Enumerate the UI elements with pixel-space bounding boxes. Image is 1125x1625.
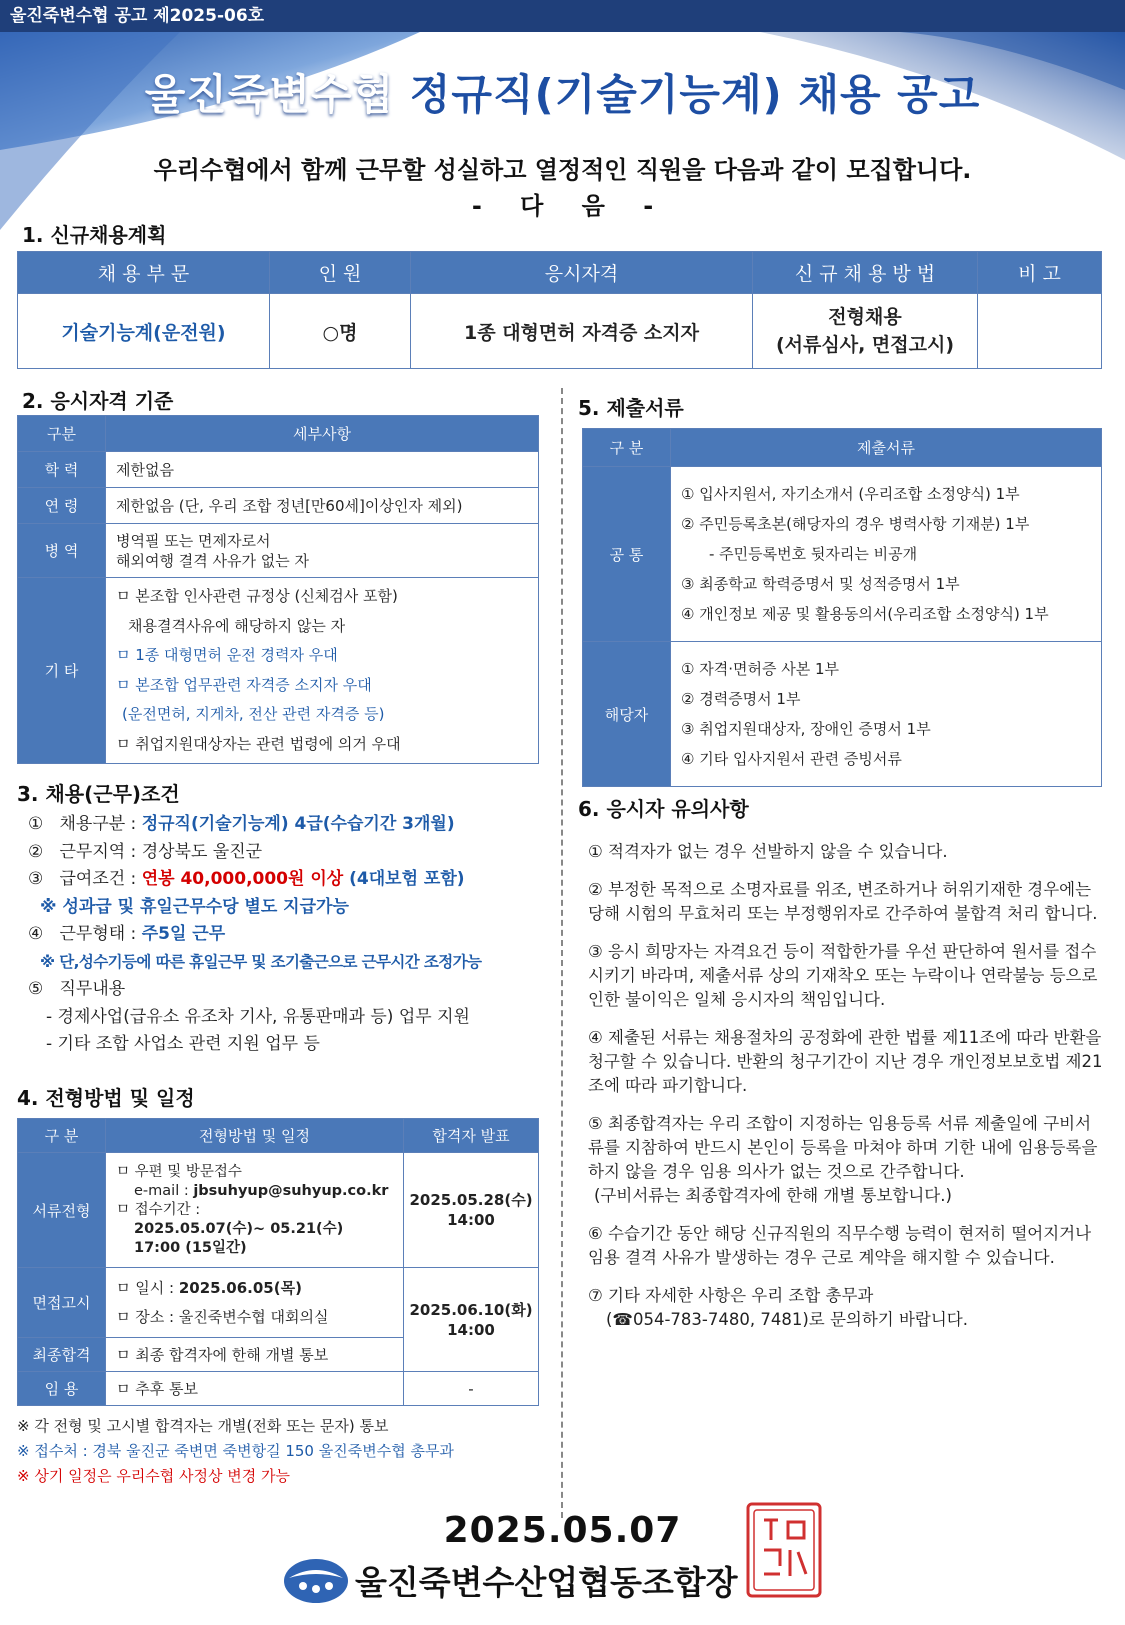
- row-label: 임 용: [18, 1372, 106, 1406]
- section3-heading: 3. 채용(근무)조건: [17, 782, 180, 806]
- section5-heading: 5. 제출서류: [578, 396, 684, 420]
- col-docs: 제출서류: [671, 429, 1102, 467]
- etc-line: ㅁ 취업지원대상자는 관련 법령에 의거 우대: [116, 734, 401, 753]
- method-cell: [753, 294, 978, 369]
- section4-heading: 4. 전형방법 및 일정: [17, 1086, 195, 1110]
- page-title: [0, 62, 1125, 122]
- col-dept: 채 용 부 문: [18, 252, 270, 294]
- etc-line: ㅁ 1종 대형면허 운전 경력자 우대: [116, 646, 338, 664]
- announce-cell: 2025.05.28(수) 14:00: [404, 1153, 539, 1268]
- table-row: [18, 1153, 539, 1268]
- eligibility-table: [17, 415, 539, 764]
- mil-line2: 해외여행 결격 사유가 없는 자: [116, 551, 309, 570]
- column-divider: [561, 388, 563, 1518]
- row-label: 기 타: [18, 578, 106, 764]
- list-item: ① 적격자가 없는 경우 선발하지 않을 수 있습니다.: [588, 842, 948, 861]
- list-item: ⑥ 수습기간 동안 해당 신규직원의 직무수행 능력이 현저히 떨어지거나 임용 결격 사유가 발생하는 경우 근로 계약을 해지할 수 있습니다.: [588, 1224, 1092, 1267]
- title-org: 울진죽변수협: [144, 70, 395, 119]
- row-label: 서류전형: [18, 1153, 106, 1268]
- method-line2: (서류심사, 면접고시): [775, 334, 955, 356]
- qualification-cell: 1종 대형면허 자격증 소지자: [411, 294, 753, 369]
- title-position: 정규직(기술기능계) 채용 공고: [409, 70, 981, 119]
- row-label: 해당자: [583, 642, 671, 787]
- note-cell: [978, 294, 1102, 369]
- section6-heading: 6. 응시자 유의사항: [578, 797, 749, 821]
- etc-line: ㅁ 본조합 업무관련 자격증 소지자 우대: [116, 675, 372, 694]
- conditions-list: [28, 811, 548, 1059]
- table-row: [18, 452, 539, 488]
- list-item: ⑦ 기타 자세한 사항은 우리 조합 총무과: [588, 1286, 874, 1305]
- list-item: - 기타 조합 사업소 관련 지원 업무 등: [46, 1034, 320, 1054]
- table-row: [18, 294, 1102, 369]
- row-value: ㅁ 최종 합격자에 한해 개별 통보: [106, 1338, 404, 1372]
- organization-name: 울진죽변수산업협동조합장: [355, 1563, 738, 1602]
- table-row: [583, 467, 1102, 642]
- row-value: 제한없음: [106, 452, 539, 488]
- col-category: 구 분: [583, 429, 671, 467]
- list-item: ④ 근무형태 : 주5일 근무: [28, 924, 226, 944]
- count-cell: ○명: [270, 294, 411, 369]
- list-item: (☎054-783-7480, 7481)로 문의하기 바랍니다.: [606, 1310, 968, 1329]
- row-value: ㅁ 우편 및 방문접수 e-mail : jbsuhyup@suhyup.co.kr ㅁ 접수기간 : 2025.05.07(수)~ 05.21(수) 17:00 (15일간): [106, 1153, 404, 1268]
- etc-line: ㅁ 본조합 인사관련 규정상 (신체검사 포함): [116, 587, 398, 605]
- hiring-plan-table: [17, 251, 1102, 369]
- schedule-table: [17, 1118, 539, 1406]
- row-label: 연 령: [18, 488, 106, 524]
- list-item: ⑤ 최종합격자는 우리 조합이 지정하는 임용등록 서류 제출일에 구비서류를 지참하여 반드시 본인이 등록을 마쳐야 하며 기한 내에 임용등록을 하지 않을 경우 임용 의사가 없는 것으로 간주합니다.: [588, 1114, 1098, 1181]
- announcement-date: 2025.05.07: [443, 1510, 682, 1551]
- list-item: ③ 응시 희망자는 자격요건 등이 적합한가를 우선 판단하여 원서를 접수시키기 바라며, 제출서류 상의 기재착오 또는 누락이나 연락불능 등으로 인한 불이익은 일체 응시자의 책임입니다.: [588, 942, 1098, 1009]
- row-value: ㅁ 추후 통보: [106, 1372, 404, 1406]
- col-method: 전형방법 및 일정: [106, 1119, 404, 1153]
- col-category: 구분: [18, 416, 106, 452]
- schedule-notes: ※ 각 전형 및 고시별 합격자는 개별(전화 또는 문자) 통보 ※ 접수처 : 경북 울진군 죽변면 죽변항길 150 울진죽변수협 총무과 ※ 상기 일정은 우리수협 사정상 변경 가능: [17, 1417, 454, 1485]
- table-row: [18, 488, 539, 524]
- table-row: [583, 642, 1102, 787]
- list-item: - 경제사업(급유소 유조차 기사, 유통판매과 등) 업무 지원: [46, 1006, 470, 1027]
- col-category: 구 분: [18, 1119, 106, 1153]
- col-note: 비 고: [978, 252, 1102, 294]
- row-label: 공 통: [583, 467, 671, 642]
- row-value: [106, 578, 539, 764]
- etc-line: (운전면허, 지게차, 전산 관련 자격증 등): [122, 705, 385, 723]
- da-heading: - 다 음 -: [471, 192, 654, 220]
- mil-line1: 병역필 또는 면제자로서: [116, 531, 271, 550]
- row-value: ㅁ 일시 : 2025.06.05(목) ㅁ 장소 : 울진죽변수협 대회의실: [106, 1268, 404, 1338]
- row-value: [106, 524, 539, 578]
- section1-heading: 1. 신규채용계획: [22, 223, 167, 247]
- col-announce: 합격자 발표: [404, 1119, 539, 1153]
- list-item: ② 근무지역 : 경상북도 울진군: [28, 841, 263, 862]
- table-row: [18, 1268, 539, 1338]
- documents-table: [582, 428, 1102, 787]
- list-item: ④ 제출된 서류는 채용절차의 공정화에 관한 법률 제11조에 따라 반환을 청구할 수 있습니다. 반환의 청구기간이 지난 경우 개인정보보호법 제21조에 따라 파기합니다.: [588, 1028, 1103, 1095]
- list-item: ⑤ 직무내용: [28, 979, 126, 999]
- section2-heading: 2. 응시자격 기준: [22, 389, 174, 413]
- announce-cell: 2025.06.10(화) 14:00: [404, 1268, 539, 1372]
- official-seal-icon: [744, 1500, 824, 1600]
- row-label: 최종합격: [18, 1338, 106, 1372]
- list-item: (구비서류는 최종합격자에 한해 개별 통보합니다.): [594, 1186, 952, 1205]
- notice-list: [588, 840, 1103, 1332]
- subtitle: 우리수협에서 함께 근무할 성실하고 열정적인 직원을 다음과 같이 모집합니다.: [153, 156, 972, 184]
- method-line1: 전형채용: [828, 306, 902, 328]
- table-row: [18, 1372, 539, 1406]
- announce-cell: -: [404, 1372, 539, 1406]
- list-item: ① 채용구분 : 정규직(기술기능계) 4급(수습기간 3개월): [28, 814, 455, 834]
- col-detail: 세부사항: [106, 416, 539, 452]
- etc-line: 채용결격사유에 해당하지 않는 자: [128, 616, 346, 635]
- dept-cell: 기술기능계(운전원): [18, 294, 270, 369]
- row-value: ① 입사지원서, 자기소개서 (우리조합 소정양식) 1부 ② 주민등록초본(해당자의 경우 병력사항 기재분) 1부 - 주민등록번호 뒷자리는 비공개 ③ 최종학교 학력증명서 및 성적증명서 1부 ④ 개인정보 제공 및 활용동의서(우리조합 소정양식) 1부: [671, 467, 1102, 642]
- list-item: ③ 급여조건 : 연봉 40,000,000원 이상 (4대보험 포함): [28, 869, 465, 889]
- row-value: 제한없음 (단, 우리 조합 정년[만60세]이상인자 제외): [106, 488, 539, 524]
- table-row: [18, 524, 539, 578]
- col-method: 신 규 채 용 방 법: [753, 252, 978, 294]
- notice-number-bar: 울진죽변수협 공고 제2025-06호: [0, 0, 1125, 32]
- row-value: ① 자격·면허증 사본 1부 ② 경력증명서 1부 ③ 취업지원대상자, 장애인 증명서 1부 ④ 기타 입사지원서 관련 증빙서류: [671, 642, 1102, 787]
- table-row: [18, 578, 539, 764]
- col-qualification: 응시자격: [411, 252, 753, 294]
- col-count: 인 원: [270, 252, 411, 294]
- list-item: ② 부정한 목적으로 소명자료를 위조, 변조하거나 허위기재한 경우에는 당해 시험의 무효처리 또는 부정행위자로 간주하여 불합격 처리 합니다.: [588, 880, 1098, 923]
- suhyup-logo-icon: [283, 1556, 349, 1606]
- row-label: 학 력: [18, 452, 106, 488]
- row-label: 병 역: [18, 524, 106, 578]
- list-note: ※ 성과급 및 휴일근무수당 별도 지급가능: [40, 896, 349, 917]
- row-label: 면접고시: [18, 1268, 106, 1338]
- list-note: ※ 단,성수기등에 따른 휴일근무 및 조기출근으로 근무시간 조정가능: [40, 952, 482, 971]
